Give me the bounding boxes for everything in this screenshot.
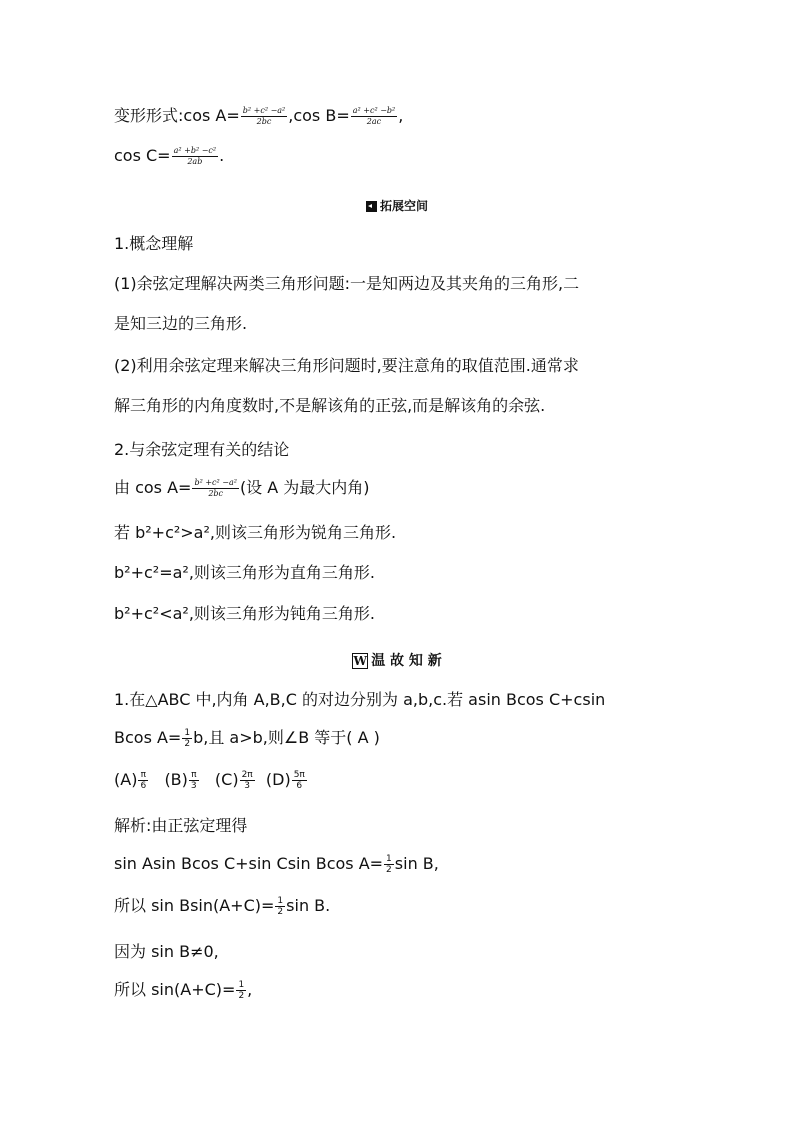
cosB-fraction: $\frac{\text{a² +c² −b²}}{2ac}$ — [352, 106, 396, 126]
problem-options — [114, 770, 308, 791]
concept-p2-line2: 解三角形的内角度数时,不是解该角的正弦,而是解该角的余弦. — [114, 396, 546, 415]
conclusion-obtuse: b²+c²<a²,则该三角形为钝角三角形. — [114, 604, 375, 623]
cosine-variant-line-2: cos C= $\frac{\text{a² +b² −c²}}{2ab}$ . — [114, 146, 225, 166]
solution-step-4: 所以 sin(A+C)= $\frac{1}{2}$ , — [114, 980, 253, 1001]
section-expand-heading: 拓展空间 — [0, 197, 794, 214]
concept-p2-line1: (2)利用余弦定理来解决三角形问题时,要注意角的取值范围.通常求 — [114, 356, 579, 375]
w-badge-icon: W — [353, 654, 367, 668]
option-b: (B) $\frac{\pi}{3}$ — [164, 770, 197, 791]
concept-p1-line2: 是知三边的三角形. — [114, 314, 248, 333]
solution-step-2: 所以 sin Bsin(A+C)= $\frac{1}{2}$ sin B. — [114, 896, 331, 917]
option-a: (A) $\frac{\pi}{6}$ — [114, 770, 147, 791]
solution-step-3: 因为 sin B≠0, — [114, 942, 219, 961]
option-c: (C) $\frac{2\pi}{3}$ — [214, 770, 253, 791]
conclusion-cosA-fraction: $\frac{\text{b² +c² −a²}}{2bc}$ — [194, 478, 237, 498]
cosA-fraction: $\frac{\text{b² +c² −a²}}{2bc}$ — [242, 106, 286, 126]
variant-prefix: 变形形式:cos A= — [114, 106, 240, 125]
conclusion-acute: 若 b²+c²>a²,则该三角形为锐角三角形. — [114, 523, 397, 542]
speaker-icon — [366, 201, 377, 212]
conclusion-right: b²+c²=a²,则该三角形为直角三角形. — [114, 563, 375, 582]
problem-line-1: 1.在△ABC 中,内角 A,B,C 的对边分别为 a,b,c.若 asin Bcos C+csin — [114, 690, 606, 709]
conclusion-title: 2.与余弦定理有关的结论 — [114, 440, 290, 459]
half-fraction: $\frac{1}{2}$ — [184, 728, 191, 749]
concept-title: 1.概念理解 — [114, 234, 194, 253]
problem-line-2: Bcos A= $\frac{1}{2}$ b,且 a>b,则∠B 等于( A ) — [114, 728, 380, 749]
option-d: (D) $\frac{5\pi}{6}$ — [265, 770, 305, 791]
cosine-variant-line-1: 变形形式:cos A= $\frac{\text{b² +c² −a²}}{2bc}$ ,cos B= $\frac{\text{a² +c² −b²}}{2ac}$ , — [114, 106, 404, 126]
cosC-fraction: $\frac{\text{a² +b² −c²}}{2ab}$ — [173, 146, 217, 166]
conclusion-formula: 由 cos A= $\frac{\text{b² +c² −a²}}{2bc}$ (设 A 为最大内角) — [114, 478, 370, 498]
solution-title: 解析:由正弦定理得 — [114, 816, 248, 835]
section-review-heading: W 温 故 知 新 — [353, 653, 442, 669]
solution-step-1: sin Asin Bcos C+sin Csin Bcos A= $\frac{1}{2}$ sin B, — [114, 854, 439, 875]
concept-p1-line1: (1)余弦定理解决两类三角形问题:一是知两边及其夹角的三角形,二 — [114, 274, 580, 293]
